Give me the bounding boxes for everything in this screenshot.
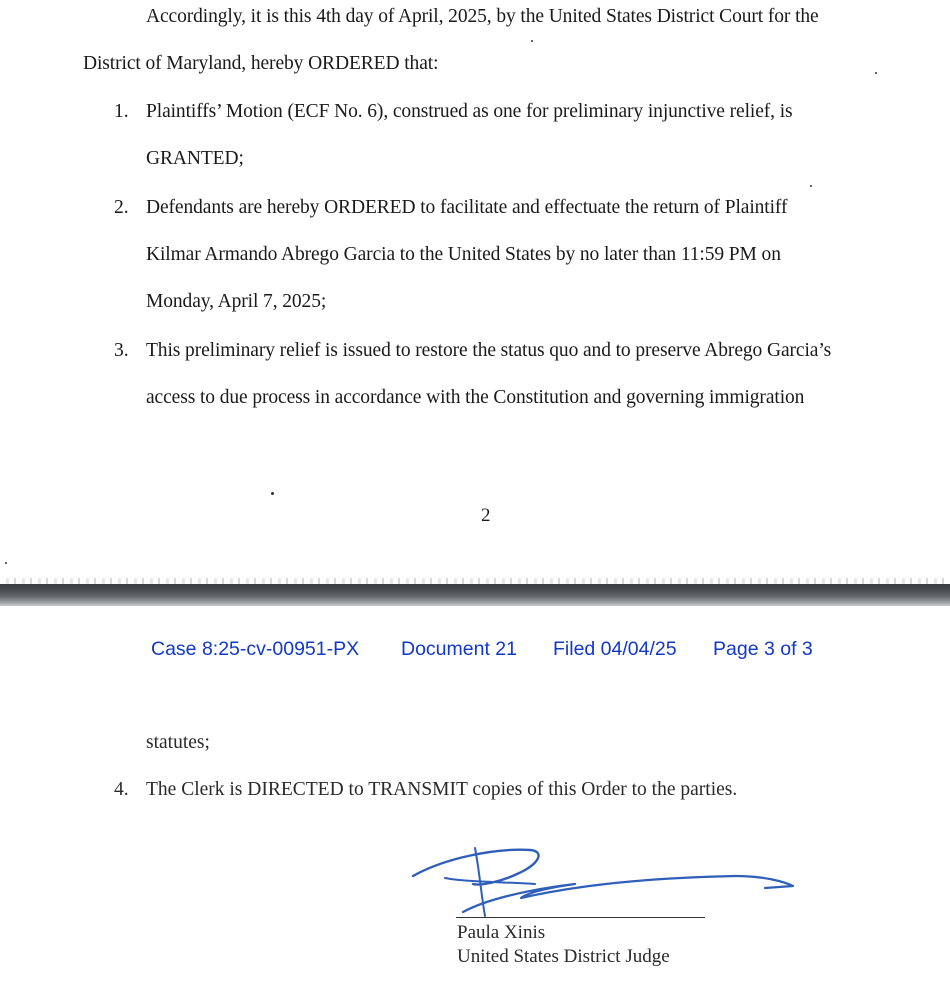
scan-speck [271, 492, 274, 495]
scan-speck [875, 72, 877, 74]
item-number-3: 3. [114, 340, 129, 361]
filed-date-header: Filed 04/04/25 [553, 638, 677, 660]
item-number-4: 4. [114, 779, 129, 800]
item-1-line-1: Plaintiffs’ Motion (ECF No. 6), construed as one for preliminary injunctive relief, is [146, 101, 793, 122]
item-2-line-1: Defendants are hereby ORDERED to facilitate and effectuate the return of Plaintiff [146, 197, 788, 218]
order-intro-line-2: District of Maryland, hereby ORDERED that: [83, 53, 439, 74]
continuation-text: statutes; [146, 732, 210, 753]
document-number-header: Document 21 [401, 638, 517, 660]
page-number: 2 [481, 505, 491, 526]
item-1-line-2: GRANTED; [146, 148, 244, 169]
item-number-2: 2. [114, 197, 129, 218]
scan-speck [5, 562, 7, 564]
item-2-line-3: Monday, April 7, 2025; [146, 291, 327, 312]
signature-stroke [463, 876, 793, 912]
page-count-header: Page 3 of 3 [713, 638, 813, 660]
judge-title: United States District Judge [457, 946, 670, 967]
signature-line [456, 917, 705, 918]
order-intro-line-1: Accordingly, it is this 4th day of April, 2025, by the United States District Court for the [146, 6, 819, 27]
item-3-line-2: access to due process in accordance with the Constitution and governing immigration [146, 387, 805, 408]
case-number-header: Case 8:25-cv-00951-PX [151, 638, 360, 660]
judge-name: Paula Xinis [457, 922, 546, 943]
item-3-line-1: This preliminary relief is issued to restore the status quo and to preserve Abrego Garcia’s [146, 340, 832, 361]
item-number-1: 1. [114, 101, 129, 122]
scan-speck [810, 185, 812, 187]
item-4-text: The Clerk is DIRECTED to TRANSMIT copies of this Order to the parties. [146, 779, 738, 800]
scan-speck [531, 40, 533, 42]
item-2-line-2: Kilmar Armando Abrego Garcia to the United States by no later than 11:59 PM on [146, 244, 781, 265]
page-separator [0, 584, 950, 606]
judge-signature [405, 838, 805, 928]
